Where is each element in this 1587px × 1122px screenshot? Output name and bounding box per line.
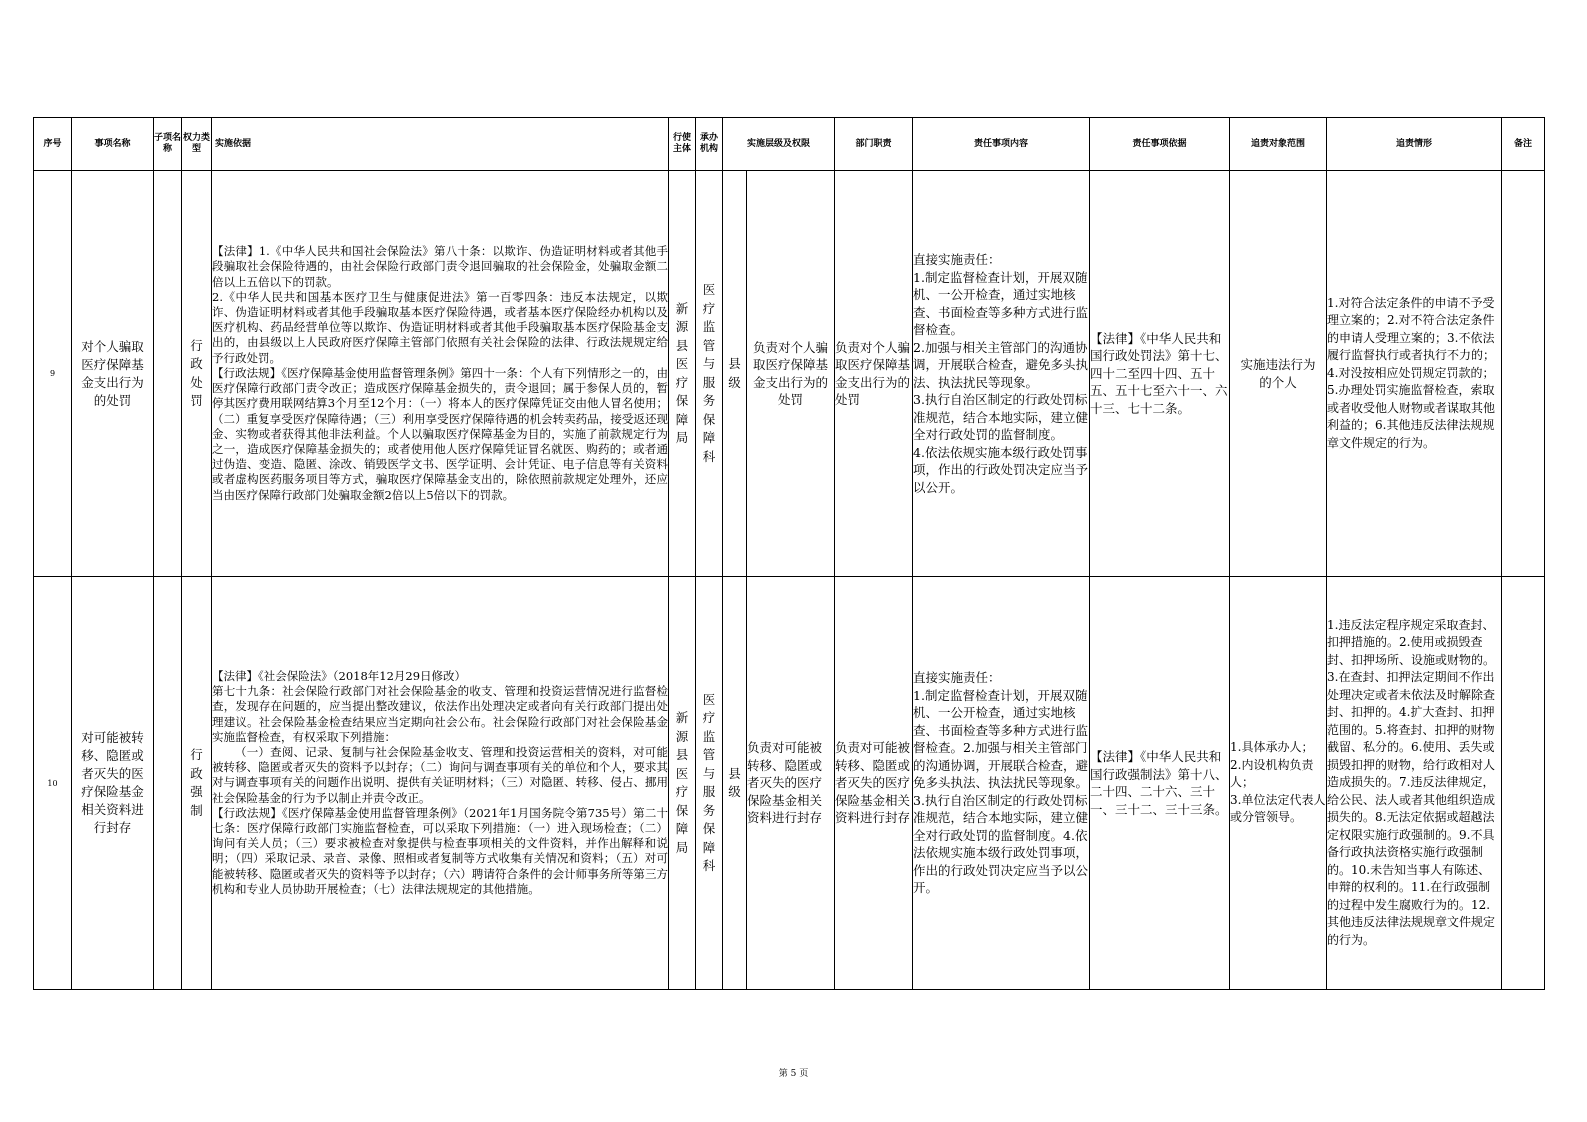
power-list-table bbox=[33, 117, 1545, 990]
row-seq: 9 bbox=[34, 171, 72, 577]
row-name: 对可能被转 移、隐匿或 者灭失的医 疗保险基金 相关资料进 行封存 bbox=[72, 577, 154, 990]
header-sub: 子项名称 bbox=[154, 118, 182, 171]
header-row bbox=[34, 118, 1545, 171]
table-row bbox=[34, 171, 1545, 577]
row-situation: 1.违反法定程序规定采取查封、扣押措施的。2.使用或损毁查封、扣押场所、设施或财物的。3.在查封、扣押法定期间不作出处理决定或者未依法及时解除查封、扣押的。4.扩大查封、扣押范围的。5.将查封、扣押的财物截留、私分的。6.使用、丢失或损毁扣押的财物，给行政相对人造成损失的。7.违反法律规定，给公民、法人或者其他组织造成损失的。8.无法定依据或超越法定权限实施行政强制的。9.不具备行政执法资格实施行政强制的。10.未告知当事人有陈述、申辩的权利的。11.在行政强制的过程中发生腐败行为的。12.其他违反法律法规规章文件规定的行为。 bbox=[1327, 577, 1502, 990]
header-org: 承办机构 bbox=[696, 118, 723, 171]
row-duty: 负责对个人骗取医疗保障基金支出行为的处罚 bbox=[835, 171, 913, 577]
row-resp-basis: 【法律】《中华人民共和国行政处罚法》第十七、四十二至四十四、五十五、五十七至六十一、六十三、七十二条。 bbox=[1090, 171, 1230, 577]
row-scope: 1.具体承办人； 2.内设机构负责人； 3.单位法定代表人或分管领导。 bbox=[1230, 577, 1327, 990]
row-sub bbox=[154, 171, 182, 577]
table-row bbox=[34, 577, 1545, 990]
row-level: 县级 bbox=[723, 171, 747, 577]
header-basis: 实施依据 bbox=[212, 118, 669, 171]
header-resp-basis: 责任事项依据 bbox=[1090, 118, 1230, 171]
row-org: 医 疗 监 管 与 服 务 保 障 科 bbox=[696, 171, 723, 577]
row-note bbox=[1502, 171, 1545, 577]
row-sub bbox=[154, 577, 182, 990]
header-type: 权力类型 bbox=[182, 118, 212, 171]
header-note: 备注 bbox=[1502, 118, 1545, 171]
header-situation: 追责情形 bbox=[1327, 118, 1502, 171]
header-scope: 追责对象范围 bbox=[1230, 118, 1327, 171]
row-subject: 新 源 县 医 疗 保 障 局 bbox=[669, 577, 696, 990]
row-subject: 新 源 县 医 疗 保 障 局 bbox=[669, 171, 696, 577]
header-name: 事项名称 bbox=[72, 118, 154, 171]
row-name: 对个人骗取 医疗保障基 金支出行为 的处罚 bbox=[72, 171, 154, 577]
row-duty: 负责对可能被转移、隐匿或者灭失的医疗保险基金相关资料进行封存 bbox=[835, 577, 913, 990]
row-level: 县级 bbox=[723, 577, 747, 990]
page-number: 第 5 页 bbox=[778, 1069, 809, 1079]
row-resp: 直接实施责任： 1.制定监督检查计划，开展双随机、一公开检查，通过实地核查、书面检查等多种方式进行监督检查。2.加强与相关主管部门的沟通协调，开展联合检查，避免多头执法、执法扰民等现象。3.执行自治区制定的行政处罚标准规范，结合本地实际，建立健全对行政处罚的监督制度。4.依法依规实施本级行政处罚事项，作出的行政处罚决定应当予以公开。 bbox=[913, 577, 1090, 990]
row-authority: 负责对个人骗取医疗保障基金支出行为的处罚 bbox=[747, 171, 835, 577]
row-basis: 【法律】1.《中华人民共和国社会保险法》第八十条：以欺诈、伪造证明材料或者其他手段骗取社会保险待遇的，由社会保险行政部门责令退回骗取的社会保险金，处骗取金额二倍以上五倍以下的罚款。 2.《中华人民共和国基本医疗卫生与健康促进法》第一百零四条：违反本法规定，以欺诈、伪造证明材料或者其他手段骗取基本医疗保险待遇，或者基本医疗保险经办机构以及医疗机构、药品经营单位等以欺诈、伪造证明材料或者其他手段骗取基本医疗保险基金支出的，由县级以上人民政府医疗保障主管部门依照有关社会保险的法律、行政法规规定给予行政处罚。 【行政法规】《医疗保障基金使用监督管理条例》第四十一条：个人有下列情形之一的，由医疗保障行政部门责令改正；造成医疗保障基金损失的，责令退回；属于参保人员的，暂停其医疗费用联网结算3个月至12个月：（一）将本人的医疗保障凭证交由他人冒名使用；（二）重复享受医疗保障待遇；（三）利用享受医疗保障待遇的机会转卖药品，接受返还现金、实物或者获得其他非法利益。个人以骗取医疗保障基金为目的，实施了前款规定行为之一，造成医疗保障基金损失的；或者使用他人医疗保障凭证冒名就医、购药的；或者通过伪造、变造、隐匿、涂改、销毁医学文书、医学证明、会计凭证、电子信息等有关资料或者虚构医药服务项目等方式，骗取医疗保障基金支出的，除依照前款规定处理外，还应当由医疗保障行政部门处骗取金额2倍以上5倍以下的罚款。 bbox=[212, 171, 669, 577]
row-resp: 直接实施责任： 1.制定监督检查计划，开展双随机、一公开检查，通过实地核查、书面检查等多种方式进行监督检查。 2.加强与相关主管部门的沟通协调，开展联合检查，避免多头执法、执法扰民等现象。 3.执行自治区制定的行政处罚标准规范，结合本地实际，建立健全对行政处罚的监督制度。 4.依法依规实施本级行政处罚事项，作出的行政处罚决定应当予以公开。 bbox=[913, 171, 1090, 577]
row-situation: 1.对符合法定条件的申请不予受理立案的；2.对不符合法定条件的申请人受理立案的；3.不依法履行监督执行或者执行不力的；4.对没按相应处罚规定罚款的；5.办理处罚实施监督检查，索取或者收受他人财物或者谋取其他利益的；6.其他违反法律法规规章文件规定的行为。 bbox=[1327, 171, 1502, 577]
row-resp-basis: 【法律】《中华人民共和国行政强制法》第十八、二十四、二十六、三十一、三十二、三十三条。 bbox=[1090, 577, 1230, 990]
header-duty: 部门职责 bbox=[835, 118, 913, 171]
row-seq: 10 bbox=[34, 577, 72, 990]
header-resp: 责任事项内容 bbox=[913, 118, 1090, 171]
row-type: 行 政 处 罚 bbox=[182, 171, 212, 577]
row-scope: 实施违法行为 的个人 bbox=[1230, 171, 1327, 577]
row-note bbox=[1502, 577, 1545, 990]
row-authority: 负责对可能被转移、隐匿或者灭失的医疗保险基金相关资料进行封存 bbox=[747, 577, 835, 990]
header-level: 实施层级及权限 bbox=[723, 118, 835, 171]
header-seq: 序号 bbox=[34, 118, 72, 171]
row-basis: 【法律】《社会保险法》（2018年12月29日修改） 第七十九条：社会保险行政部门对社会保险基金的收支、管理和投资运营情况进行监督检查，发现存在问题的，应当提出整改建议，依法作出处理决定或者向有关行政部门提出处理建议。社会保险基金检查结果应当定期向社会公布。社会保险行政部门对社会保险基金实施监督检查，有权采取下列措施： （一）查阅、记录、复制与社会保险基金收支、管理和投资运营相关的资料，对可能被转移、隐匿或者灭失的资料予以封存；（二）询问与调查事项有关的单位和个人，要求其对与调查事项有关的问题作出说明、提供有关证明材料；（三）对隐匿、转移、侵占、挪用社会保险基金的行为予以制止并责令改正。 【行政法规】《医疗保障基金使用监督管理条例》（2021年1月国务院令第735号）第二十七条：医疗保障行政部门实施监督检查，可以采取下列措施：（一）进入现场检查；（二）询问有关人员；（三）要求被检查对象提供与检查事项相关的文件资料，并作出解释和说明；（四）采取记录、录音、录像、照相或者复制等方式收集有关情况和资料；（五）对可能被转移、隐匿或者灭失的资料等予以封存；（六）聘请符合条件的会计师事务所等第三方机构和专业人员协助开展检查；（七）法律法规规定的其他措施。 bbox=[212, 577, 669, 990]
header-subject: 行使主体 bbox=[669, 118, 696, 171]
row-org: 医 疗 监 管 与 服 务 保 障 科 bbox=[696, 577, 723, 990]
row-type: 行 政 强 制 bbox=[182, 577, 212, 990]
